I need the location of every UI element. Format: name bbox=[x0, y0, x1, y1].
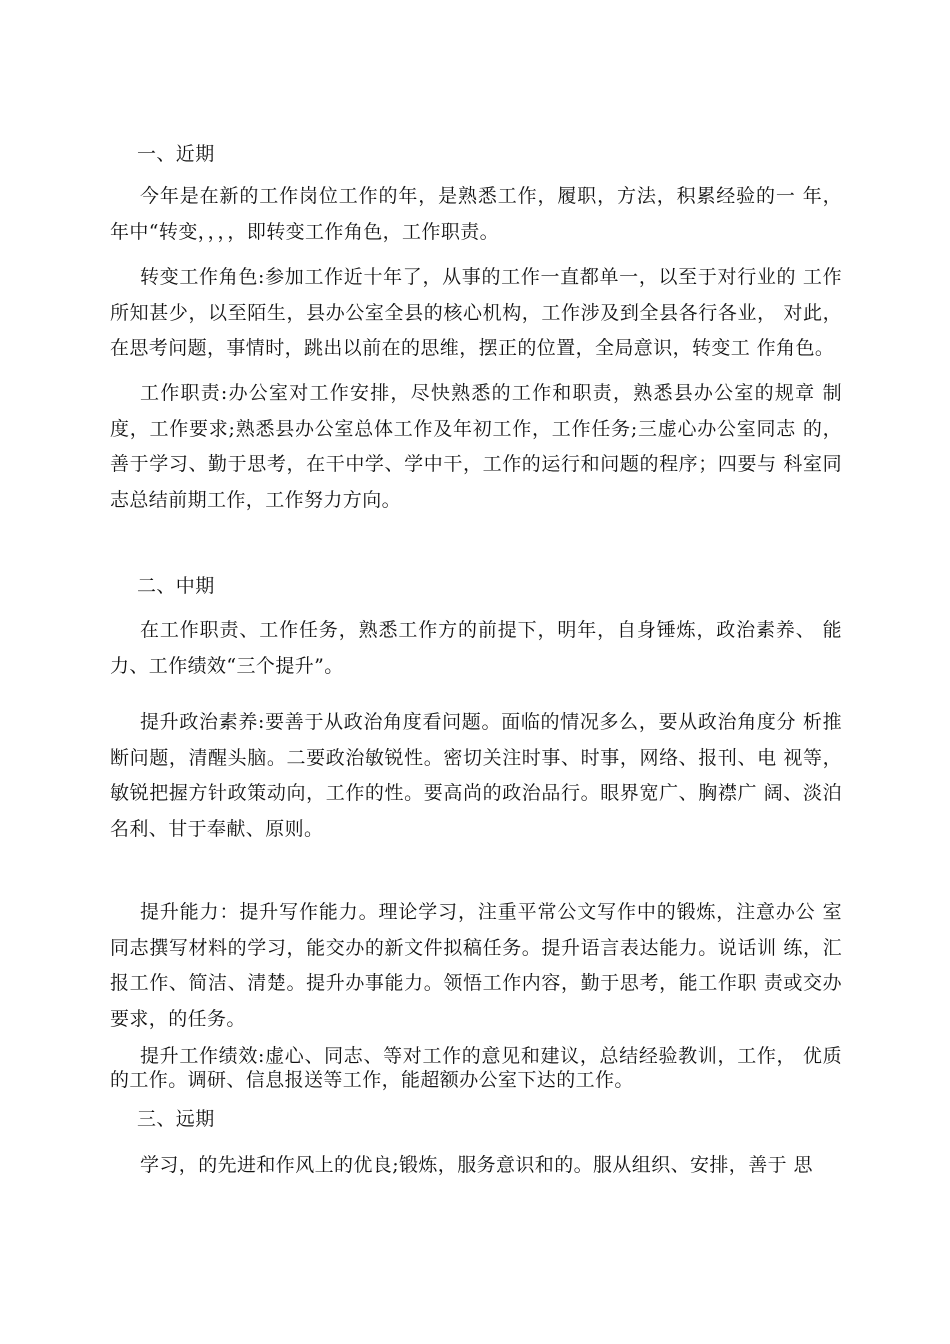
paragraph-political-quality: 提升政治素养:要善于从政治角度看问题。面临的情况多么，要从政治角度分 析推断问题，清醒头脑。二要政治敏锐性。密切关注时事、时事，网络、报刊、电 视等，敏锐把握方针政策动向，工作的性。要高尚的政治品行。眼界宽广、胸襟广 阔、淡泊名利、甘于奉献、原则。 bbox=[110, 711, 842, 840]
paragraph-change-role: 转变工作角色:参加工作近十年了，从事的工作一直都单一，以至于对行业的 工作所知甚少，以至陌生，县办公室全县的核心机构，工作涉及到全县各行各业， 对此，在思考问题，事情时，跳出以前在的思维，摆正的位置，全局意识，转变工 作角色。 bbox=[110, 266, 842, 359]
paragraph-long-term-intro: 学习，的先进和作风上的优良;锻炼，服务意识和的。服从组织、安排，善于 思 bbox=[140, 1154, 813, 1176]
section-heading-long-term: 三、远期 bbox=[137, 1108, 215, 1130]
paragraph-near-term-intro: 今年是在新的工作岗位工作的年，是熟悉工作，履职，方法，积累经验的一 年，年中“转变，，，，即转变工作角色，工作职责。 bbox=[110, 185, 842, 243]
section-heading-mid-term: 二、中期 bbox=[137, 575, 215, 597]
section-heading-near-term: 一、近期 bbox=[137, 143, 215, 165]
paragraph-performance: 提升工作绩效:虚心、同志、等对工作的意见和建议，总结经验教训，工作， 优质的工作。调研、信息报送等工作，能超额办公室下达的工作。 bbox=[110, 1045, 842, 1091]
paragraph-ability: 提升能力：提升写作能力。理论学习，注重平常公文写作中的锻炼，注意办公 室同志撰写材料的学习，能交办的新文件拟稿任务。提升语言表达能力。说话训 练，汇报工作、简洁、清楚。提升办事能力。领悟工作内容，勤于思考，能工作职 责或交办要求，的任务。 bbox=[110, 901, 842, 1030]
paragraph-work-duties: 工作职责:办公室对工作安排，尽快熟悉的工作和职责，熟悉县办公室的规章 制度，工作要求;熟悉县办公室总体工作及年初工作，工作任务;三虚心办公室同志 的，善于学习、勤于思考，在干中学、学中干，工作的运行和问题的程序；四要与 科室同志总结前期工作，工作努力方向。 bbox=[110, 382, 842, 511]
paragraph-mid-term-intro: 在工作职责、工作任务，熟悉工作方的前提下，明年，自身锤炼，政治素养、 能力、工作绩效“三个提升”。 bbox=[110, 619, 842, 677]
